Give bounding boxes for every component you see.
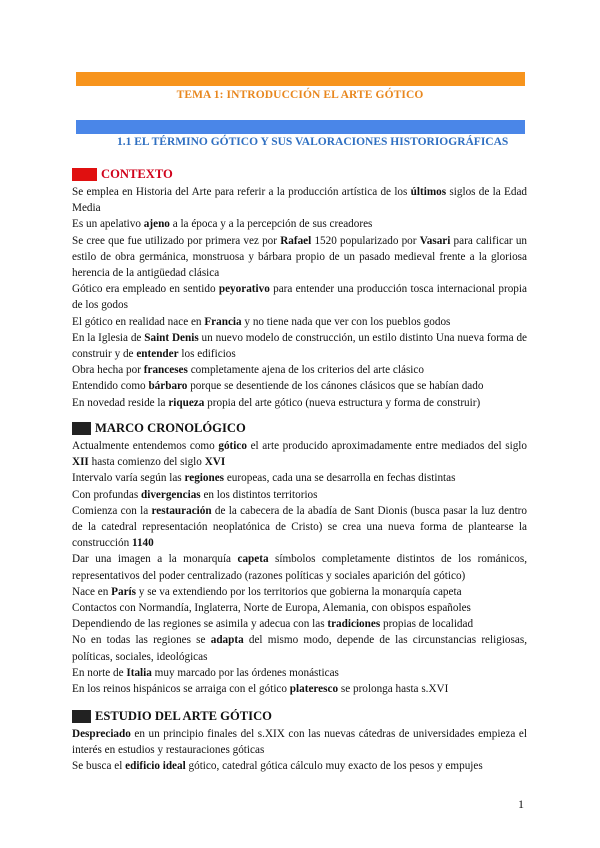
text-run: Gótico era empleado en sentido bbox=[72, 283, 219, 296]
text-run: Es un apelativo bbox=[72, 218, 144, 231]
text-line bbox=[72, 233, 527, 282]
text-run: gótico, catedral gótica cálculo muy exacto de los pesos y empujes bbox=[185, 760, 483, 773]
bold-term: Rafael bbox=[280, 234, 312, 247]
text-line bbox=[72, 584, 527, 600]
bold-term: Italia bbox=[126, 666, 152, 679]
text-run: de la cabecera de la abadía de Sant Dionis (busca pasar la luz dentro de la catedral representación neoplatónica de Cristo) se crea una nueva forma de plantearse la construcción bbox=[72, 504, 527, 550]
text-line bbox=[72, 395, 527, 411]
bold-term: París bbox=[111, 585, 136, 598]
bold-term: Despreciado bbox=[72, 728, 131, 740]
bold-term: XII bbox=[72, 456, 89, 469]
text-run: No en todas las regiones se bbox=[72, 634, 211, 647]
text-run: En los reinos hispánicos se arraiga con el gótico bbox=[72, 683, 290, 696]
text-run: Dar una imagen a la monarquía bbox=[72, 553, 238, 566]
bold-term: franceses bbox=[143, 364, 188, 377]
bold-term: gótico bbox=[218, 440, 247, 452]
text-line bbox=[72, 551, 527, 583]
bold-term: edificio ideal bbox=[125, 760, 186, 773]
text-run: Dependiendo de las regiones se asimila y adecua con las bbox=[72, 618, 328, 631]
bold-term: regiones bbox=[184, 472, 225, 485]
text-run: se prolonga hasta s.XVI bbox=[338, 683, 449, 696]
text-line bbox=[72, 600, 527, 616]
text-run: hasta comienzo del siglo bbox=[88, 456, 205, 469]
text-line bbox=[72, 438, 527, 470]
text-run: Con profundas bbox=[72, 488, 141, 501]
text-line bbox=[72, 681, 527, 697]
text-line bbox=[72, 726, 527, 758]
text-run: del mismo modo, depende de las circunstancias religiosas, políticas, sociales, ideológicas bbox=[72, 634, 527, 663]
dark-square-icon bbox=[72, 422, 91, 435]
text-line bbox=[72, 362, 527, 378]
section-estudio bbox=[72, 708, 527, 775]
text-line bbox=[72, 487, 527, 503]
text-run: en un principio finales del s.XIX con las nuevas cátedras de universidades empieza el interés en estudios y restauraciones góticas bbox=[72, 728, 527, 757]
text-line bbox=[72, 758, 527, 774]
text-line bbox=[72, 216, 527, 232]
text-run: Comienza con la bbox=[72, 504, 152, 517]
section-contexto bbox=[72, 166, 527, 411]
text-run: muy marcado por las órdenes monásticas bbox=[151, 666, 339, 679]
section-body bbox=[72, 184, 527, 411]
bold-term: adapta bbox=[210, 634, 244, 647]
text-run: Se busca el bbox=[72, 760, 126, 773]
bold-term: últimos bbox=[410, 186, 447, 198]
section-heading-label: MARCO CRONOLÓGICO bbox=[95, 420, 246, 435]
text-run: porque se desentiende de los cánones clásicos que se habían dado bbox=[187, 380, 484, 393]
bold-term: Vasari bbox=[419, 234, 451, 247]
text-run: propias de localidad bbox=[380, 618, 474, 631]
text-line bbox=[72, 470, 527, 486]
text-run: el arte producido aproximadamente entre mediados del siglo bbox=[246, 440, 527, 452]
section-body bbox=[72, 438, 527, 697]
text-run: europeas, cada una se desarrolla en fechas distintas bbox=[224, 472, 456, 485]
page-number: 1 bbox=[518, 797, 524, 811]
text-run: propia del arte gótico (nueva estructura y forma de construir) bbox=[204, 396, 481, 409]
text-run: a la época y a la percepción de sus creadores bbox=[169, 218, 373, 231]
text-line bbox=[72, 378, 527, 394]
bold-term: bárbaro bbox=[148, 380, 188, 393]
text-run: Se emplea en Historia del Arte para referir a la producción artística de los bbox=[72, 186, 411, 198]
section-marco-cronologico bbox=[72, 420, 527, 697]
bold-term: ajeno bbox=[143, 218, 170, 231]
page-title: TEMA 1: INTRODUCCIÓN EL ARTE GÓTICO bbox=[176, 89, 424, 101]
text-run: En norte de bbox=[72, 666, 127, 679]
section-heading bbox=[72, 708, 527, 724]
text-line bbox=[72, 665, 527, 681]
text-run: símbolos completamente distintos de los románicos, representativos del poder centralizado (razones políticas y sociales aparición del gótico) bbox=[72, 553, 527, 582]
bold-term: XVI bbox=[204, 456, 226, 469]
bold-term: riqueza bbox=[168, 396, 205, 409]
text-run: 1520 popularizado por bbox=[311, 234, 420, 247]
text-run: Obra hecha por bbox=[72, 364, 144, 377]
bold-term: capeta bbox=[237, 553, 269, 566]
dark-square-icon bbox=[72, 710, 91, 723]
text-run: siglos de la Edad Media bbox=[72, 186, 528, 215]
text-line bbox=[72, 281, 527, 313]
text-run: para calificar un estilo de obra germánica, monstruosa y bárbara propio de un pasado medieval frente a la gloriosa herencia de la antigüedad clásica bbox=[72, 234, 528, 280]
text-run: Se cree que fue utilizado por primera vez por bbox=[72, 234, 281, 247]
text-run: para entender una producción tosca internacional propia de los godos bbox=[72, 283, 527, 312]
text-run: El gótico en realidad nace en bbox=[72, 315, 205, 328]
text-line bbox=[72, 314, 527, 330]
bold-term: plateresco bbox=[289, 683, 339, 696]
red-square-icon bbox=[72, 168, 97, 181]
text-line bbox=[72, 184, 527, 216]
section-subtitle: 1.1 EL TÉRMINO GÓTICO Y SUS VALORACIONES HISTORIOGRÁFICAS bbox=[117, 136, 509, 148]
text-run: completamente ajena de los criterios del arte clásico bbox=[187, 364, 424, 377]
section-body bbox=[72, 726, 527, 775]
bold-term: Saint Denis bbox=[144, 331, 199, 344]
section-heading-label: CONTEXTO bbox=[101, 166, 173, 181]
text-line bbox=[72, 616, 527, 632]
orange-header-bar bbox=[76, 72, 525, 86]
text-line bbox=[72, 503, 527, 552]
text-line bbox=[72, 632, 527, 664]
text-run: y no tiene nada que ver con los pueblos godos bbox=[241, 315, 451, 328]
text-run: y se va extendiendo por los territorios que gobierna la monarquía capeta bbox=[136, 585, 462, 598]
text-run: En novedad reside la bbox=[72, 396, 169, 409]
text-run: Actualmente entendemos como bbox=[72, 440, 219, 452]
text-run: los edificios bbox=[178, 348, 236, 361]
text-run: en los distintos territorios bbox=[200, 488, 318, 501]
bold-term: peyorativo bbox=[218, 283, 270, 296]
bold-term: Francia bbox=[204, 315, 242, 328]
bold-term: 1140 bbox=[131, 537, 154, 550]
text-run: Intervalo varía según las bbox=[72, 472, 185, 485]
text-run: Nace en bbox=[72, 585, 112, 598]
text-line bbox=[72, 330, 527, 362]
bold-term: restauración bbox=[151, 504, 212, 517]
section-heading bbox=[72, 420, 527, 436]
bold-term: entender bbox=[136, 348, 179, 361]
text-run: un nuevo modelo de construcción, un estilo distinto Una nueva forma de construir y de bbox=[72, 331, 528, 361]
section-heading bbox=[72, 166, 527, 182]
text-run: En la Iglesia de bbox=[72, 331, 145, 344]
bold-term: divergencias bbox=[140, 488, 201, 501]
bold-term: tradiciones bbox=[327, 618, 381, 631]
text-run: Contactos con Normandía, Inglaterra, Norte de Europa, Alemania, con obispos españoles bbox=[72, 602, 471, 615]
text-run: Entendido como bbox=[72, 380, 149, 393]
blue-header-bar bbox=[76, 120, 525, 134]
section-heading-label: ESTUDIO DEL ARTE GÓTICO bbox=[95, 708, 272, 723]
